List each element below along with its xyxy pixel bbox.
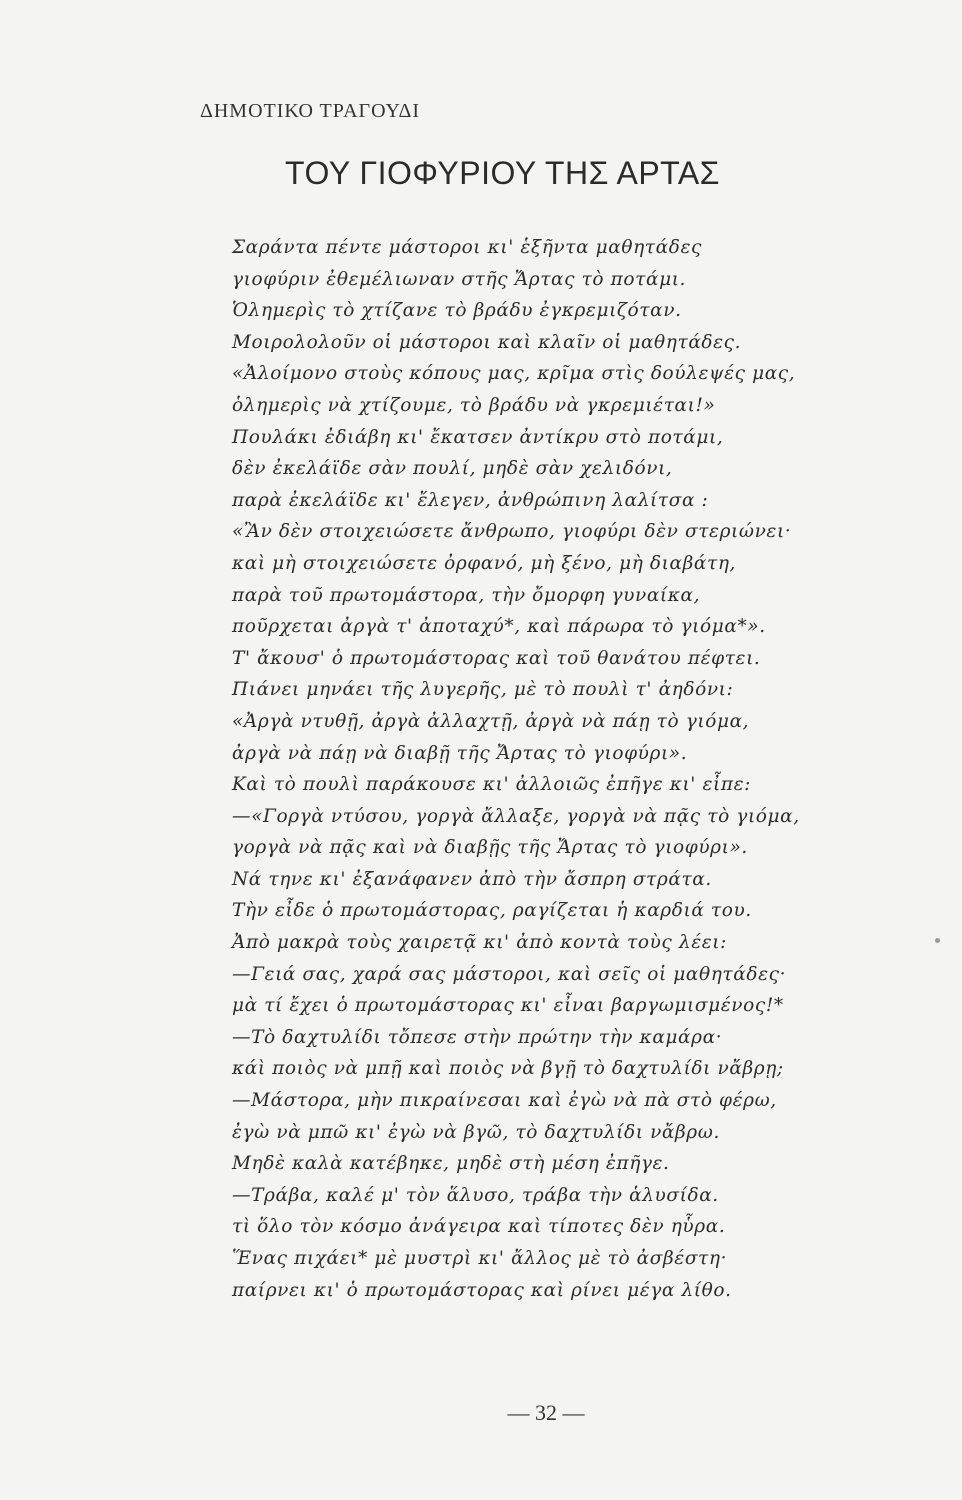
poem-line: Ἀπὸ μακρὰ τοὺς χαιρετᾷ κι' ἀπὸ κοντὰ τοὺς λέει: xyxy=(232,932,727,954)
poem-line: ἀργὰ νὰ πάῃ νὰ διαβῇ τῆς Ἄρτας τὸ γιοφύρι». xyxy=(232,742,688,764)
poem-line: ἐγὼ νὰ μπῶ κι' ἐγὼ νὰ βγῶ, τὸ δαχτυλίδι νἄβρω. xyxy=(232,1121,720,1143)
poem-line: μὰ τί ἔχει ὁ πρωτομάστορας κι' εἶναι βαργωμισμένος!* xyxy=(232,995,784,1017)
poem-line: —Τὸ δαχτυλίδι τὄπεσε στὴν πρώτην τὴν καμάρα· xyxy=(232,1026,723,1048)
page-number: — 32 — xyxy=(507,1400,585,1425)
poem-line: παρὰ ἐκελάϊδε κι' ἔλεγεν, ἀνθρώπινη λαλίτσα : xyxy=(232,489,709,511)
poem-line: παρὰ τοῦ πρωτομάστορα, τὴν ὄμορφη γυναίκα, xyxy=(232,584,701,606)
poem-line: —Γειά σας, χαρά σας μάστοροι, καὶ σεῖς οἱ μαθητάδες· xyxy=(232,963,787,985)
poem-line: Νά τηνε κι' ἐξανάφανεν ἀπὸ τὴν ἄσπρη στράτα. xyxy=(232,868,712,890)
poem-line: Καὶ τὸ πουλὶ παράκουσε κι' ἀλλοιῶς ἐπῆγε κι' εἶπε: xyxy=(232,774,751,796)
poem-line: «Ἀργὰ ντυθῇ, ἀργὰ ἀλλαχτῇ, ἀργὰ νὰ πάῃ τὸ γιόμα, xyxy=(232,710,750,732)
poem-line: Πιάνει μηνάει τῆς λυγερῆς, μὲ τὸ πουλὶ τ' ἀηδόνι: xyxy=(232,679,734,701)
poem-line: Τὴν εἶδε ὁ πρωτομάστορας, ραγίζεται ἡ καρδιά του. xyxy=(232,900,752,922)
poem-line: παίρνει κι' ὁ πρωτομάστορας καὶ ρίνει μέγα λίθο. xyxy=(232,1279,732,1301)
poem-line: κάὶ ποιὸς νὰ μπῇ καὶ ποιὸς νὰ βγῇ τὸ δαχτυλίδι νἄβρῃ; xyxy=(232,1058,784,1080)
poem-line: γοργὰ νὰ πᾷς καὶ νὰ διαβῇς τῆς Ἄρτας τὸ γιοφύρι». xyxy=(232,837,748,859)
poem-line: καὶ μὴ στοιχειώσετε ὀρφανό, μὴ ξένο, μὴ διαβάτη, xyxy=(232,552,736,574)
poem-line: Ὁλημερὶς τὸ χτίζανε τὸ βράδυ ἐγκρεμιζόταν. xyxy=(232,300,682,322)
margin-mark xyxy=(935,938,940,943)
poem-line: Ἕνας πιχάει* μὲ μυστρὶ κι' ἄλλος μὲ τὸ ἀσβέστη· xyxy=(232,1248,728,1269)
poem-line: —Μάστορα, μὴν πικραίνεσαι καὶ ἐγὼ νὰ πὰ στὸ φέρω, xyxy=(232,1090,777,1112)
poem-line: Μηδὲ καλὰ κατέβηκε, μηδὲ στὴ μέση ἐπῆγε. xyxy=(232,1153,670,1175)
poem-line: —«Γοργὰ ντύσου, γοργὰ ἄλλαξε, γοργὰ νὰ πᾷς τὸ γιόμα, xyxy=(232,805,800,827)
poem-line: ὁλημερὶς νὰ χτίζουμε, τὸ βράδυ νὰ γκρεμιέται!» xyxy=(232,394,716,416)
poem-line: Μοιρολολοῦν οἱ μάστοροι καὶ κλαῖν οἱ μαθητάδες. xyxy=(232,331,742,353)
poem-line: Τ' ἄκουσ' ὁ πρωτομάστορας καὶ τοῦ θανάτου πέφτει. xyxy=(232,647,761,669)
poem-line: τὶ ὅλο τὸν κόσμο ἀνάγειρα καὶ τίποτες δὲν ηὗρα. xyxy=(232,1216,726,1238)
poem-line: δὲν ἐκελάϊδε σὰν πουλί, μηδὲ σὰν χελιδόνι, xyxy=(232,458,673,480)
poem-line: Πουλάκι ἐδιάβη κι' ἔκατσεν ἀντίκρυ στὸ ποτάμι, xyxy=(232,426,724,448)
poem-line: ποῦρχεται ἀργὰ τ' ἀποταχύ*, καὶ πάρωρα τὸ γιόμα*». xyxy=(232,616,766,638)
poem-line: Σαράντα πέντε μάστοροι κι' ἑξῆντα μαθητάδες xyxy=(232,237,702,258)
section-label: ΔΗΜΟΤΙΚΟ ΤΡΑΓΟΥΔΙ xyxy=(200,100,420,122)
poem-text xyxy=(232,232,932,1306)
poem-line: γιοφύριν ἐθεμέλιωναν στῆς Ἄρτας τὸ ποτάμι. xyxy=(232,268,687,290)
poem-line: «Ἂν δὲν στοιχειώσετε ἄνθρωπο, γιοφύρι δὲν στεριώνει· xyxy=(232,521,792,543)
poem-line: —Τράβα, καλέ μ' τὸν ἅλυσο, τράβα τὴν ἁλυσίδα. xyxy=(232,1184,719,1206)
poem-line: «Ἀλοίμονο στοὺς κόπους μας, κρῖμα στὶς δούλεψές μας, xyxy=(232,363,796,385)
poem-title: ΤΟΥ ΓΙΟΦΥΡΙΟΥ ΤΗΣ ΑΡΤΑΣ xyxy=(285,155,720,191)
